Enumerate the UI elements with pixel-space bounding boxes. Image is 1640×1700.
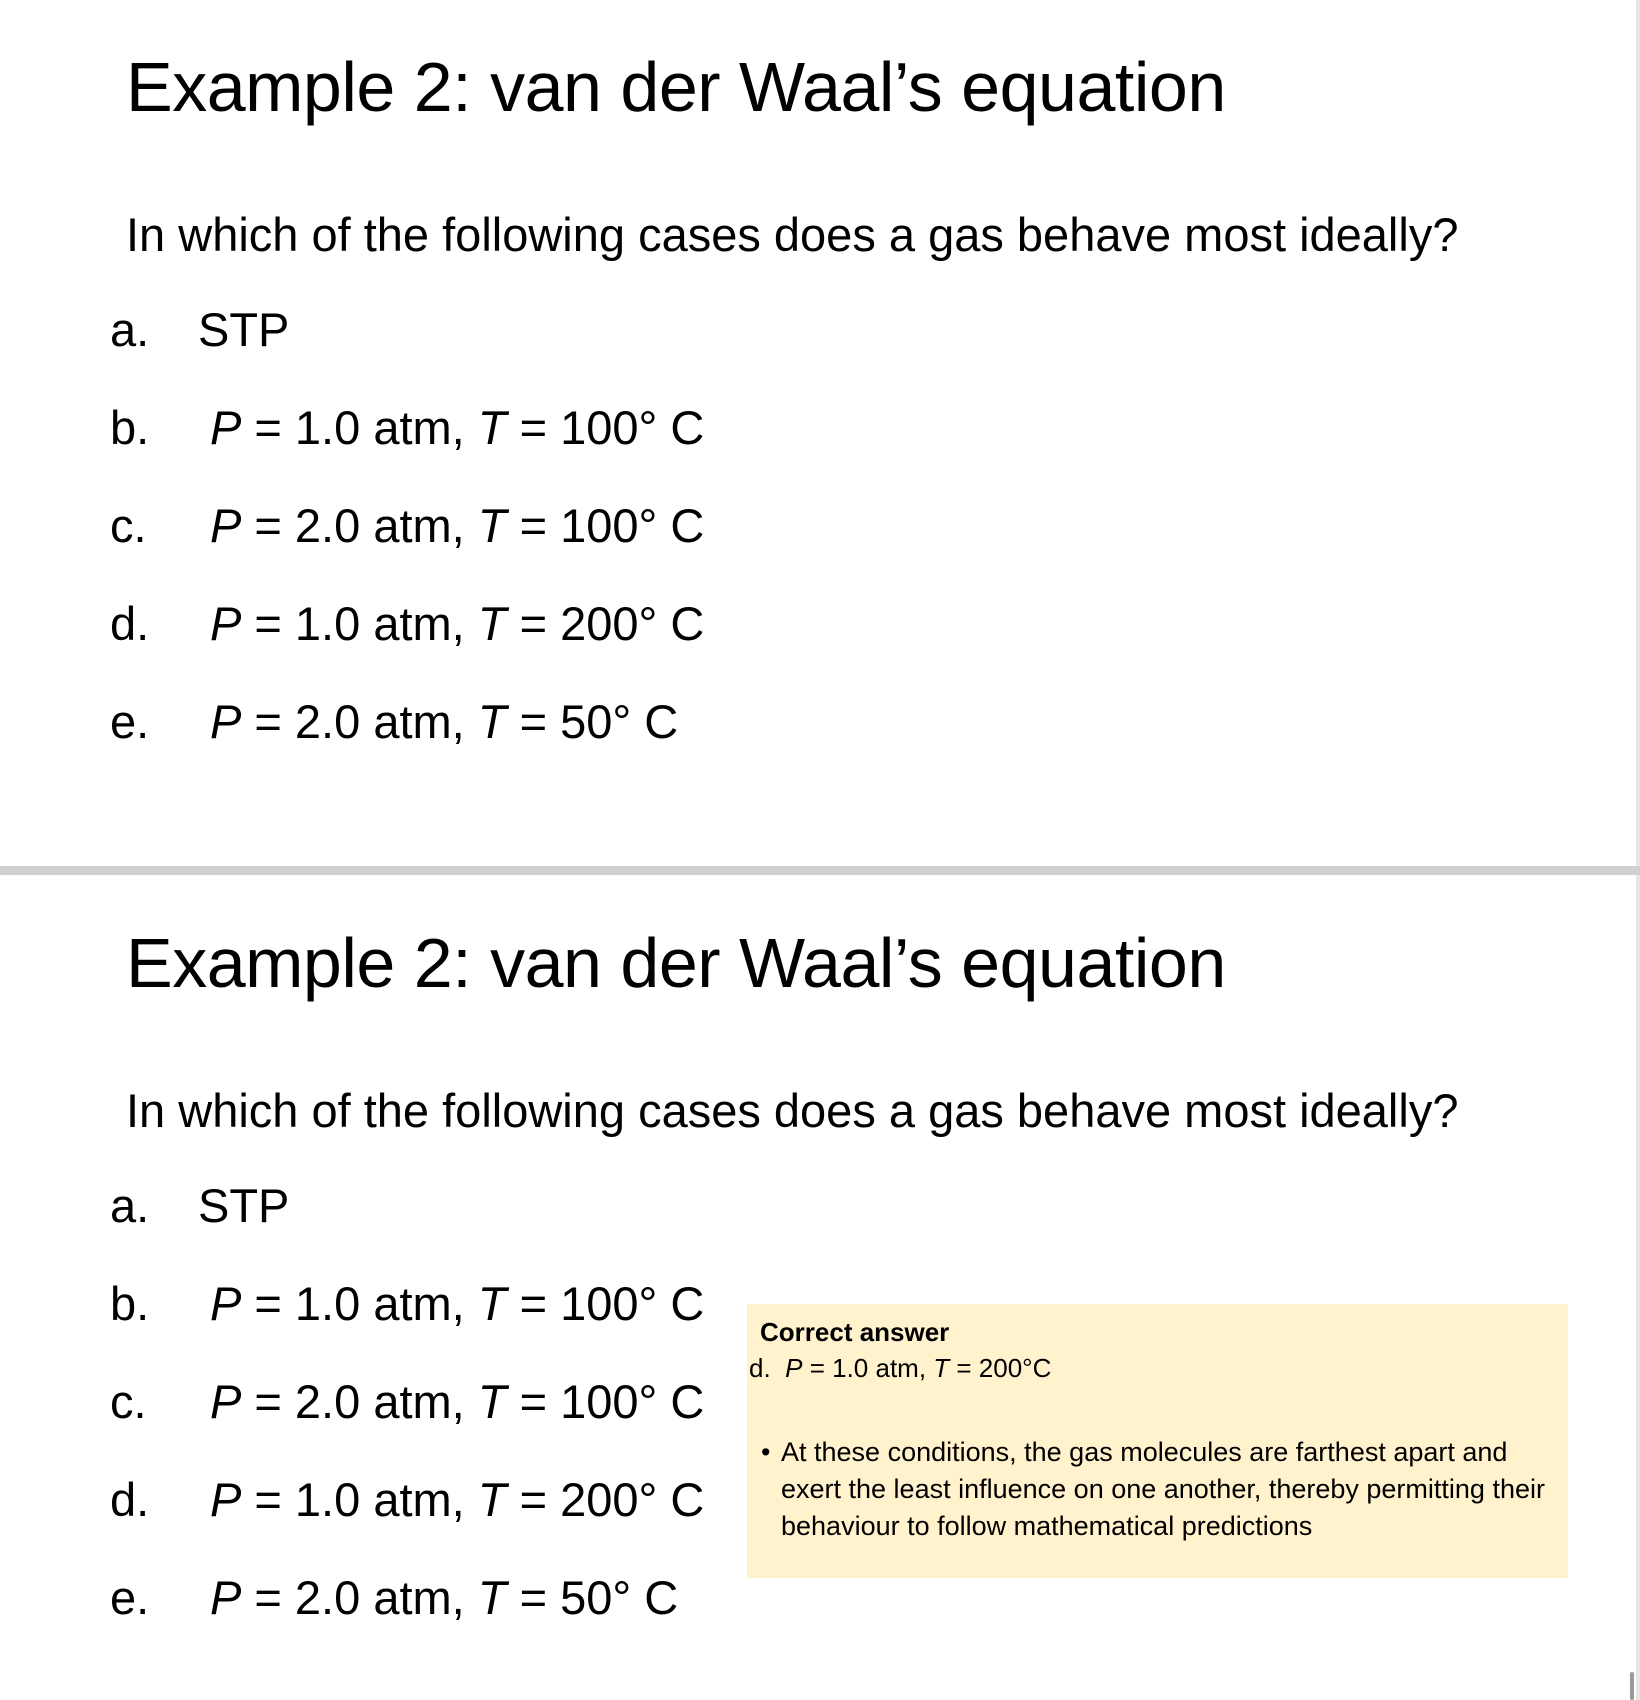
option-text: STP [198, 1179, 290, 1232]
temperature-value: = 200°C [949, 1353, 1052, 1383]
pressure-symbol: P [785, 1353, 803, 1383]
option-text [210, 398, 704, 458]
temperature-symbol: T [477, 499, 507, 552]
option-c [0, 496, 760, 594]
temperature-symbol: T [933, 1353, 950, 1383]
option-letter: e. [110, 695, 150, 748]
page-right-edge [1636, 0, 1640, 1700]
option-letter: c. [110, 499, 147, 552]
option-letter: a. [110, 1179, 150, 1232]
scrollbar-thumb[interactable] [1630, 1672, 1634, 1700]
pressure-value: = 1.0 atm, [802, 1353, 934, 1383]
temperature-value: = 100° C [506, 1277, 705, 1330]
temperature-symbol: T [477, 401, 507, 454]
option-b [0, 398, 760, 496]
option-text: STP [198, 303, 290, 356]
option-text [210, 692, 678, 752]
pressure-value: = 1.0 atm, [241, 401, 478, 454]
option-text [210, 1274, 704, 1334]
temperature-value: = 100° C [506, 401, 705, 454]
temperature-symbol: T [477, 1277, 507, 1330]
option-c [0, 1372, 760, 1470]
option-b [0, 1274, 760, 1372]
option-letter: b. [110, 1277, 150, 1330]
temperature-symbol: T [477, 1473, 507, 1526]
temperature-symbol: T [477, 695, 507, 748]
option-text [210, 1372, 704, 1432]
pressure-symbol: P [210, 695, 242, 748]
pressure-value: = 1.0 atm, [241, 1277, 478, 1330]
pressure-symbol: P [210, 401, 242, 454]
option-letter: b. [110, 401, 150, 454]
slide-title: Example 2: van der Waal’s equation [126, 48, 1226, 126]
option-letter: c. [110, 1375, 147, 1428]
pressure-value: = 1.0 atm, [241, 597, 478, 650]
option-letter: a. [110, 303, 150, 356]
slide-2 [0, 876, 1636, 1700]
answer-letter: d. [749, 1353, 771, 1383]
option-a [0, 300, 760, 398]
pressure-value: = 2.0 atm, [241, 695, 478, 748]
answer-value [749, 1350, 1051, 1386]
options-list [0, 1176, 760, 1666]
temperature-symbol: T [477, 1571, 507, 1624]
answer-heading: Correct answer [760, 1317, 950, 1347]
temperature-value: = 100° C [506, 1375, 705, 1428]
temperature-symbol: T [477, 597, 507, 650]
pressure-symbol: P [210, 1277, 242, 1330]
answer-explanation [761, 1434, 1551, 1545]
question-text: In which of the following cases does a gas behave most ideally? [126, 208, 1459, 261]
temperature-symbol: T [477, 1375, 507, 1428]
option-letter: d. [110, 597, 150, 650]
question-text: In which of the following cases does a gas behave most ideally? [126, 1084, 1459, 1137]
explanation-text: At these conditions, the gas molecules are farthest apart and exert the least influence on one another, thereby permitting their behaviour to follow mathematical predictions [781, 1437, 1545, 1541]
pressure-value: = 2.0 atm, [241, 499, 478, 552]
pressure-symbol: P [210, 1375, 242, 1428]
option-text [210, 496, 704, 556]
pressure-symbol: P [210, 1571, 242, 1624]
slide-divider [0, 866, 1640, 875]
option-text [210, 594, 704, 654]
option-d [0, 1470, 760, 1568]
temperature-value: = 50° C [506, 695, 679, 748]
option-e [0, 1568, 760, 1666]
pressure-symbol: P [210, 597, 242, 650]
pressure-value: = 1.0 atm, [241, 1473, 478, 1526]
pressure-value: = 2.0 atm, [241, 1375, 478, 1428]
temperature-value: = 50° C [506, 1571, 679, 1624]
option-letter: e. [110, 1571, 150, 1624]
temperature-value: = 100° C [506, 499, 705, 552]
temperature-value: = 200° C [506, 597, 705, 650]
option-a [0, 1176, 760, 1274]
temperature-value: = 200° C [506, 1473, 705, 1526]
option-text [210, 1470, 704, 1530]
pressure-symbol: P [210, 1473, 242, 1526]
slide-title: Example 2: van der Waal’s equation [126, 924, 1226, 1002]
option-letter: d. [110, 1473, 150, 1526]
option-d [0, 594, 760, 692]
pressure-symbol: P [210, 499, 242, 552]
bullet-icon: • [761, 1437, 771, 1467]
answer-callout [747, 1304, 1568, 1578]
pressure-value: = 2.0 atm, [241, 1571, 478, 1624]
options-list [0, 300, 760, 790]
option-e [0, 692, 760, 790]
option-text [210, 1568, 678, 1628]
